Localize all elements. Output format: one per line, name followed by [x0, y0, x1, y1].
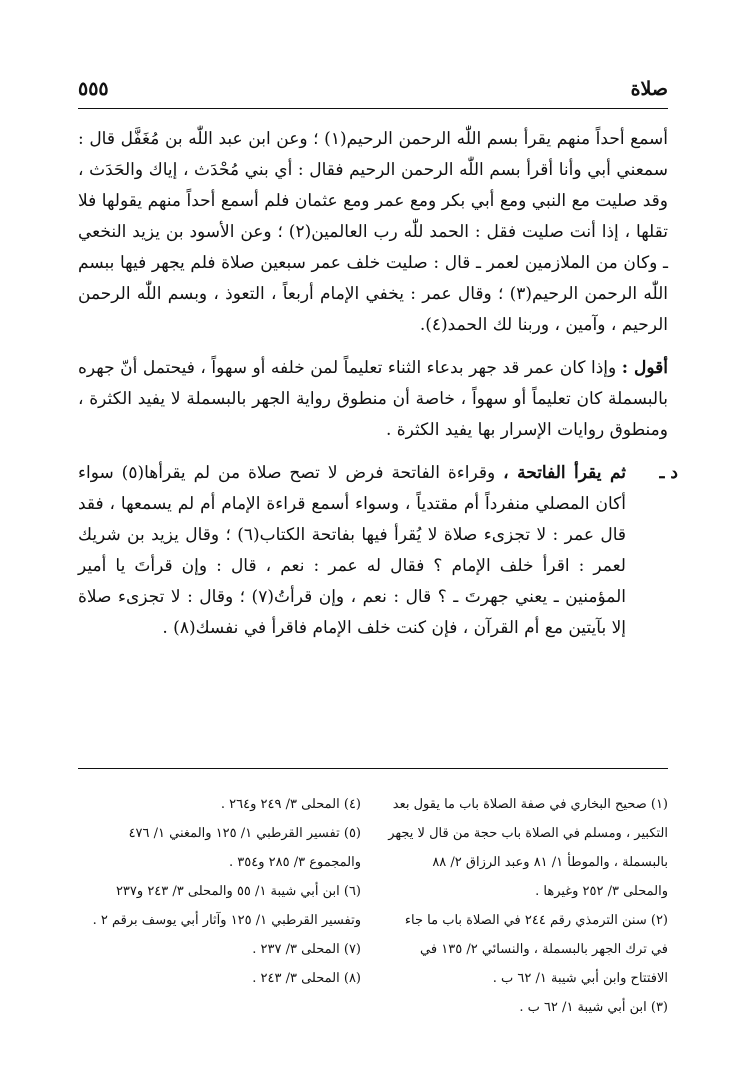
footnote: (١) صحيح البخاري في صفة الصلاة باب ما يقول بعد التكبير ، ومسلم في الصلاة باب حجة من قال لا يجهر بالبسملة ، والموطأ ١/ ٨١ وعبد الرزاق ٢/ ٨٨ والمحلى ٣/ ٢٥٢ وغيرها .: [388, 797, 668, 899]
item-marker: د ـ: [659, 463, 678, 483]
paragraph-2-lead: أقول :: [621, 358, 668, 378]
footnote: (٦) ابن أبي شيبة ١/ ٥٥ والمحلى ٣/ ٢٤٣ و٢٣٧ وتفسير القرطبي ١/ ١٢٥ وآثار أبي يوسف برقم ٢ .: [92, 884, 361, 928]
footnote: (٢) سنن الترمذي رقم ٢٤٤ في الصلاة باب ما جاء في ترك الجهر بالبسملة ، والنسائي ٢/ ١٣٥ في الافتتاح وابن أبي شيبة ١/ ٦٢ ب .: [404, 913, 668, 986]
paragraph-1: أسمع أحداً منهم يقرأ بسم اللّٰه الرحمن الرحيم(١) ؛ وعن ابن عبد اللّٰه بن مُغَفَّل قال : سمعني أبي وأنا أقرأ بسم اللّٰه الرحمن الرحيم فقال : أي بني مُحْدَث ، إياك والحَدَث ، وقد صليت مع النبي ومع أبي بكر ومع عمر ومع عثمان فلم أسمع أحداً منهم يقولها فلا تقلها ، إذا أنت صليت فقل : الحمد للّٰه رب العالمين(٢) ؛ وعن الأسود بن يزيد النخعي ـ وكان من الملازمين لعمر ـ قال : صليت خلف عمر سبعين صلاة فلم يجهر فيها ببسم اللّٰه الرحمن الرحيم(٣) ؛ وقال عمر : يخفي الإمام أربعاً ، التعوذ ، وبسم اللّٰه الرحمن الرحيم ، وآمين ، وربنا لك الحمد(٤).: [78, 129, 669, 335]
footnote: (٨) المحلى ٣/ ٢٤٣ .: [252, 971, 361, 986]
footnote: (٣) ابن أبي شيبة ١/ ٦٢ ب .: [519, 1000, 668, 1015]
footnote-divider: [78, 768, 668, 769]
page-number: ٥٥٥: [78, 78, 109, 100]
footnote: (٤) المحلى ٣/ ٢٤٩ و٢٦٤ .: [220, 797, 361, 812]
footnotes: [78, 790, 668, 1022]
footnotes-right-column: [385, 790, 668, 1022]
paragraph-3: [78, 458, 678, 644]
paragraph-2: [78, 353, 668, 446]
paragraph-2-text: وإذا كان عمر قد جهر بدعاء الثناء تعليماً لمن خلفه أو سهواً ، فيحتمل أنّ جهره بالبسملة كان تعليماً أو سهواً ، خاصة أن منطوق رواية الجهر بالبسملة لا يفيد الكثرة ، ومنطوق روايات الإسرار بها يفيد الكثرة .: [78, 358, 668, 440]
footnotes-left-column: [78, 790, 361, 1022]
main-text: [78, 124, 678, 656]
paragraph-3-text: وقراءة الفاتحة فرض لا تصح صلاة من لم يقرأها(٥) سواء أكان المصلي منفرداً أم مقتدياً ، وسواء أسمع قراءة الإمام أم لم يسمعها ، فقد قال عمر : لا تجزىء صلاة لا يُقرأ فيها بفاتحة الكتاب(٦) ؛ وقال يزيد بن شريك لعمر : اقرأ خلف الإمام ؟ فقال له عمر : نعم ، قال : وإن قرأتَ يا أمير المؤمنين ـ يعني جهرتَ ـ ؟ قال : نعم ، وإن قرأتُ(٧) ؛ وقال : لا تجزىء صلاة إلا بآيتين مع أم القرآن ، فإن كنت خلف الإمام فاقرأ في نفسك(٨) .: [78, 463, 627, 638]
page-header: [78, 74, 668, 104]
running-title: صلاة: [630, 78, 668, 100]
paragraph-3-lead: ثم يقرأ الفاتحة ،: [503, 463, 626, 483]
header-divider: [78, 108, 668, 109]
footnote: (٧) المحلى ٣/ ٢٣٧ .: [252, 942, 361, 957]
footnote: (٥) تفسير القرطبي ١/ ١٢٥ والمغني ١/ ٤٧٦ والمجموع ٣/ ٢٨٥ و٣٥٤ .: [128, 826, 361, 870]
